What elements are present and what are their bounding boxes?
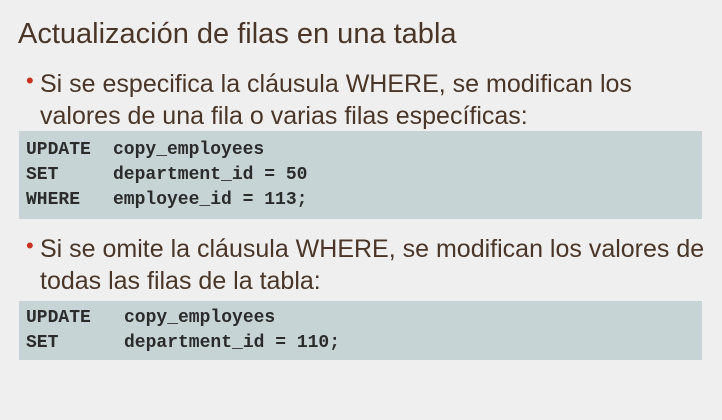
sql-keyword: UPDATE (26, 140, 91, 160)
bullet-where-omitted (26, 233, 706, 297)
bullet-marker: • (26, 68, 34, 93)
code-block-update-with-where (19, 131, 702, 219)
sql-keyword: UPDATE (26, 308, 91, 328)
sql-keyword: SET (26, 333, 59, 353)
bullet-text: Si se omite la cláusula WHERE, se modifican los valores de todas las filas de la tabla: (40, 235, 705, 295)
sql-keyword: WHERE (26, 190, 81, 210)
bullet-marker: • (26, 233, 34, 258)
sql-clause: employee_id = 113; (113, 190, 308, 210)
sql-clause: department_id = 50 (113, 165, 308, 185)
code-line (26, 188, 702, 213)
sql-keyword: SET (26, 165, 59, 185)
slide-title: Actualización de filas en una tabla (18, 18, 457, 50)
sql-clause: copy_employees (124, 308, 276, 328)
code-line (26, 138, 702, 163)
sql-clause: copy_employees (113, 140, 265, 160)
code-line (26, 306, 702, 331)
code-line (26, 163, 702, 188)
bullet-text: Si se especifica la cláusula WHERE, se modifican los valores de una fila o varias filas específicas: (40, 70, 632, 130)
sql-clause: department_id = 110; (124, 333, 341, 353)
bullet-where-specified (26, 68, 706, 132)
code-block-update-all-rows (19, 301, 702, 360)
code-line (26, 331, 702, 356)
